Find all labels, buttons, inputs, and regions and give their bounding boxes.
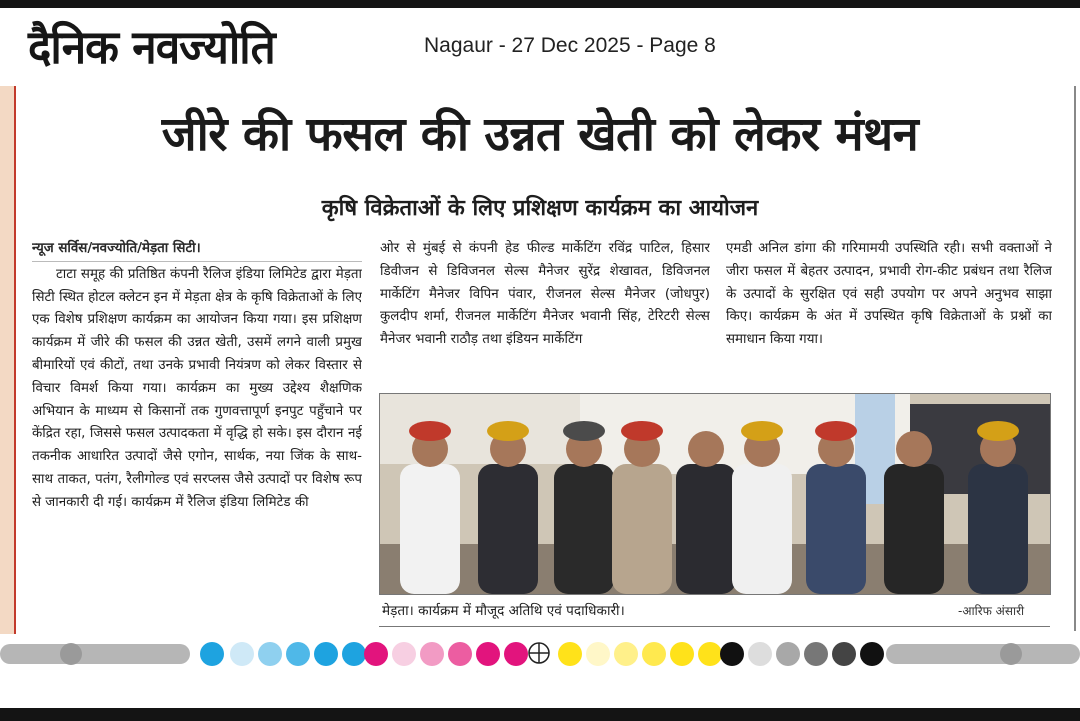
article-column-1 <box>32 238 362 630</box>
person-body <box>806 464 866 594</box>
color-swatch <box>558 642 582 666</box>
color-swatch <box>586 642 610 666</box>
color-swatch <box>314 642 338 666</box>
article-headline: जीरे की फसल की उन्नत खेती को लेकर मंथन <box>161 107 919 162</box>
person-turban <box>815 421 857 441</box>
color-swatch <box>698 642 722 666</box>
person-head <box>688 431 724 467</box>
top-border <box>0 0 1080 8</box>
person-body <box>968 464 1028 594</box>
registration-band-left <box>0 644 190 664</box>
person-body <box>676 464 736 594</box>
column-2-text: ओर से मुंबई से कंपनी हेड फील्ड मार्केटिंग रविंद्र पाटिल, हिसार डिवीजन से डिविजनल सेल्स मैनेजर सुरेंद्र शेखावत, डिविजनल मार्केटिंग मैनेजर विपिन पंवार, रीजनल सेल्स मैनेजर (जोधपुर) कुलदीप शर्मा, रीजनल मार्केटिंग मैनेजर भवानी सिंह, टेरिटरी सेल्स मैनेजर भवानी राठौड़ तथा इंडियन मार्केटिंग <box>380 241 710 348</box>
color-swatch <box>748 642 772 666</box>
person-head <box>896 431 932 467</box>
color-swatch <box>364 642 388 666</box>
bottom-border <box>0 708 1080 721</box>
person-body <box>478 464 538 594</box>
group-photo-illustration <box>380 394 1050 594</box>
article-column-3 <box>726 238 1052 383</box>
person-turban <box>977 421 1019 441</box>
column-1-text: टाटा समूह की प्रतिष्ठित कंपनी रैलिज इंडिया लिमिटेड द्वारा मेड़ता सिटी स्थित होटल क्लेटन इन में मेड़ता क्षेत्र के कृषि विक्रेताओं के लिए एक विशेष प्रशिक्षण कार्यक्रम का आयोजन किया गया। इस प्रशिक्षण कार्यक्रम में जीरे की फसल की उन्नत खेती, उसमें लगने वाली प्रमुख बीमारियों एवं कीटों, तथा उनके प्रभावी नियंत्रण को लेकर विस्तार से विचार विमर्श किया गया। कार्यक्रम का मुख्य उद्देश्य शैक्षणिक अभियान के माध्यम से किसानों तक गुणवत्तापूर्ण इनपुट पहुँचाने पर केंद्रित रहा, जिससे फसल उत्पादकता में वृद्धि हो सके। इस दौरान नई तकनीक आधारित उत्पादों जैसे एगोन, सार्थक, नया जिंक के साथ-साथ ताकत, पतंग, रैलीगोल्ड एवं सरप्लस जैसे उत्पादों पर विशेष रूप से जानकारी दी गई। कार्यक्रम में रैलिज इंडिया लिमिटेड की <box>32 266 362 510</box>
edition-info: Nagaur - 27 Dec 2025 - Page 8 <box>424 34 716 57</box>
dateline: न्यूज सर्विस/नवज्योति/मेड़ता सिटी। <box>32 238 362 262</box>
news-photo <box>379 393 1051 595</box>
caption-divider <box>379 626 1050 627</box>
color-swatch <box>860 642 884 666</box>
color-swatch <box>258 642 282 666</box>
newspaper-logo: दैनिक नवज्योति <box>28 20 275 75</box>
left-margin-rule <box>0 86 16 634</box>
article-subhead: कृषि विक्रेताओं के लिए प्रशिक्षण कार्यक्रम का आयोजन <box>321 196 759 221</box>
photo-credit: -आरिफ अंसारी <box>958 604 1025 618</box>
right-margin-rule <box>1074 86 1076 631</box>
color-swatch <box>832 642 856 666</box>
registration-band-right <box>886 644 1080 664</box>
color-swatch <box>642 642 666 666</box>
person-body <box>612 464 672 594</box>
person-body <box>400 464 460 594</box>
color-swatch <box>720 642 744 666</box>
column-3-text: एमडी अनिल डांगा की गरिमामयी उपस्थिति रही। सभी वक्ताओं ने जीरा फसल में बेहतर उत्पादन, प्रभावी रोग-कीट प्रबंधन तथा रैलिज के उत्पादों के सुरक्षित एवं सही उपयोग पर अपने अनुभव साझा किए। कार्यक्रम के अंत में उपस्थित कृषि विक्रेताओं के प्रश्नों का समाधान किया गया। <box>726 241 1052 348</box>
color-swatch <box>286 642 310 666</box>
registration-dot <box>60 643 82 665</box>
color-swatch <box>342 642 366 666</box>
color-swatch <box>614 642 638 666</box>
article-column-2 <box>380 238 710 383</box>
person-turban <box>563 421 605 441</box>
color-swatch <box>670 642 694 666</box>
color-swatch <box>448 642 472 666</box>
person-body <box>732 464 792 594</box>
person-turban <box>487 421 529 441</box>
color-swatch <box>392 642 416 666</box>
color-swatch <box>230 642 254 666</box>
color-swatch <box>776 642 800 666</box>
color-swatch <box>476 642 500 666</box>
masthead <box>28 12 275 78</box>
color-swatch <box>504 642 528 666</box>
color-swatch <box>200 642 224 666</box>
color-swatch <box>420 642 444 666</box>
person-turban <box>409 421 451 441</box>
person-turban <box>741 421 783 441</box>
photo-caption: मेड़ता। कार्यक्रम में मौजूद अतिथि एवं पदाधिकारी। <box>382 603 625 619</box>
person-body <box>554 464 614 594</box>
color-swatch <box>804 642 828 666</box>
person-body <box>884 464 944 594</box>
registration-dot <box>1000 643 1022 665</box>
registration-crosshair-icon <box>527 641 551 665</box>
person-turban <box>621 421 663 441</box>
